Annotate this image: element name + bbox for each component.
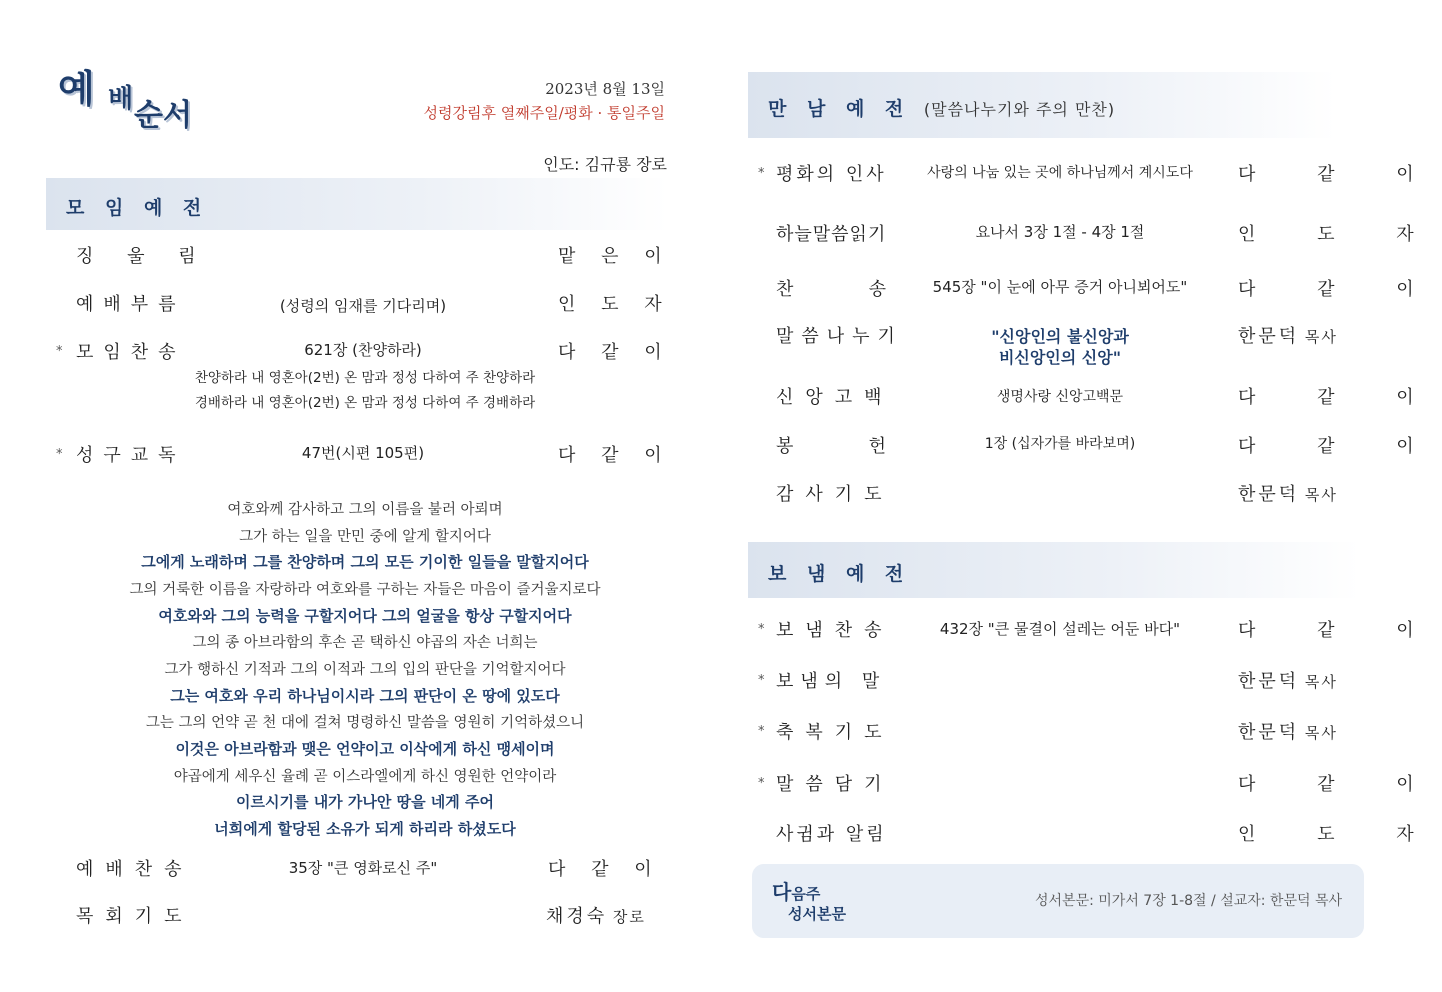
- gathering-hymn-label: 모임찬송: [76, 342, 186, 363]
- gathering-hymn-responsible: 다 같 이: [558, 342, 672, 363]
- standing-mark: *: [56, 447, 63, 462]
- worship-hymn-detail: 35장 "큰 영화로신 주": [288, 859, 438, 877]
- order-of-worship-logo: 예 배 순서: [58, 66, 192, 133]
- bible-reading-responsible: 인 도 자: [1238, 224, 1442, 245]
- worship-hymn-responsible: 다 같 이: [548, 859, 662, 880]
- sending-title: 보 냄 예 전: [768, 563, 911, 585]
- sending-section-header: [748, 542, 1360, 598]
- pastoral-prayer-label: 목회기도: [76, 906, 194, 927]
- meeting-title: 만 남 예 전: [768, 98, 911, 120]
- sermon-label: 말씀나누기: [776, 326, 903, 347]
- peace-greeting-responsible: 다 같 이: [1238, 164, 1442, 185]
- announcements-responsible: 인 도 자: [1238, 824, 1442, 845]
- service-leader: 인도: 김규룡 장로: [543, 155, 667, 174]
- sending-words-label: 보냄의 말: [776, 671, 887, 692]
- scripture-line-2: 그가 하는 일을 만민 중에 알게 할지어다: [239, 529, 491, 545]
- next-week-scripture-box: [752, 864, 1364, 938]
- benediction-label: 축복기도: [776, 722, 894, 743]
- sermon-preacher: [1238, 322, 1338, 348]
- benediction-name: 한문덕: [1238, 722, 1300, 743]
- praise-hymn-detail: 545장 "이 눈에 아무 증거 아니뵈어도": [932, 278, 1188, 296]
- pastoral-prayer-name: 채경숙: [546, 906, 608, 927]
- keeping-word-label: 말씀담기: [776, 774, 894, 795]
- benediction-responsible: [1238, 718, 1338, 744]
- scripture-line-10: 이것은 아브라함과 맺은 언약이고 이삭에게 하신 맹세이며: [175, 740, 555, 758]
- benediction-title: 목사: [1304, 724, 1338, 742]
- standing-mark: *: [758, 673, 765, 688]
- announcements-label: 사귐과 알림: [776, 824, 887, 845]
- gathering-hymn-line1: 찬양하라 내 영혼아(2번) 온 맘과 정성 다하여 주 찬양하라: [194, 370, 536, 386]
- offering-detail: 1장 (십자가를 바라보며): [984, 436, 1136, 452]
- bell-responsible: 맡 은 이: [558, 246, 672, 267]
- responsive-reading-detail: 47번(시편 105편): [301, 444, 425, 462]
- sermon-title-line2: 비신앙인의 신앙": [998, 348, 1122, 367]
- keeping-word-responsible: 다 같 이: [1238, 774, 1442, 795]
- gathering-hymn-number: 621장 (찬양하라): [304, 341, 422, 359]
- peace-greeting-detail: 사랑의 나눔 있는 곳에 하나님께서 계시도다: [927, 165, 1193, 181]
- gathering-title: 모 임 예 전: [66, 197, 209, 219]
- sending-hymn-detail: 432장 "큰 물결이 설레는 어둔 바다": [939, 620, 1181, 638]
- sending-hymn-label: 보냄찬송: [776, 620, 894, 641]
- next-week-scripture-text: 성서본문: 미가서 7장 1-8절 / 설교자: 한문덕 목사: [1035, 893, 1342, 909]
- praise-hymn-label: 찬 송: [776, 279, 886, 300]
- scripture-line-13: 너희에게 할당된 소유가 되게 하리라 하셨도다: [214, 820, 516, 838]
- scripture-line-5: 여호와와 그의 능력을 구할지어다 그의 얼굴을 항상 구할지어다: [158, 607, 572, 625]
- scripture-line-6: 그의 종 아브라함의 후손 곧 택하신 야곱의 자손 너희는: [192, 635, 538, 651]
- bible-reading-label: 하늘말씀읽기: [776, 224, 887, 245]
- sermon-preacher-title: 목사: [1304, 328, 1338, 346]
- call-to-worship-detail: (성령의 임재를 기다리며): [279, 297, 447, 315]
- standing-mark: *: [758, 724, 765, 739]
- call-to-worship-label: 예배부름: [76, 294, 186, 315]
- sermon-preacher-name: 한문덕: [1238, 326, 1300, 347]
- meeting-section-header: [748, 72, 1336, 138]
- pastoral-prayer-responsible: [546, 902, 646, 928]
- scripture-line-11: 야곱에게 세우신 율례 곧 이스라엘에게 하신 영원한 언약이라: [173, 769, 557, 785]
- sending-words-name: 한문덕: [1238, 671, 1300, 692]
- standing-mark: *: [758, 776, 765, 791]
- call-to-worship-responsible: 인 도 자: [558, 294, 672, 315]
- thanksgiving-prayer-responsible: [1238, 480, 1338, 506]
- bible-reading-detail: 요나서 3장 1절 - 4장 1절: [975, 223, 1145, 241]
- scripture-line-12: 이르시기를 내가 가나안 땅을 네게 주어: [236, 793, 494, 811]
- scripture-line-4: 그의 거룩한 이름을 자랑하라 여호와를 구하는 자들은 마음이 즐거울지로다: [129, 582, 601, 598]
- scripture-line-3: 그에게 노래하며 그를 찬양하며 그의 모든 기이한 일들을 말할지어다: [141, 553, 589, 571]
- pastoral-prayer-title: 장로: [612, 908, 646, 926]
- sending-words-title: 목사: [1304, 673, 1338, 691]
- creed-responsible: 다 같 이: [1238, 387, 1442, 408]
- thanksgiving-prayer-label: 감사기도: [776, 484, 894, 505]
- peace-greeting-label: 평화의 인사: [776, 164, 887, 185]
- thanksgiving-prayer-name: 한문덕: [1238, 484, 1300, 505]
- scripture-line-1: 여호와께 감사하고 그의 이름을 불러 아뢰며: [227, 502, 503, 518]
- sermon-title-line1: "신앙인의 불신앙과: [991, 327, 1129, 346]
- bell-label: 징 울 림: [76, 246, 210, 267]
- responsive-reading-label: 성구교독: [76, 445, 186, 466]
- gathering-hymn-line2: 경배하라 내 영혼아(2번) 온 맘과 정성 다하여 주 경배하라: [194, 395, 536, 411]
- standing-mark: *: [56, 344, 63, 359]
- next-week-logo: 다음주 성서본문: [772, 880, 846, 923]
- sending-hymn-responsible: 다 같 이: [1238, 620, 1442, 641]
- offering-responsible: 다 같 이: [1238, 436, 1442, 457]
- service-theme: 성령강림후 열째주일/평화 · 통일주일: [423, 104, 665, 122]
- creed-detail: 생명사랑 신앙고백문: [996, 389, 1124, 405]
- sending-words-responsible: [1238, 667, 1338, 693]
- offering-label: 봉 헌: [776, 436, 886, 457]
- creed-label: 신앙고백: [776, 387, 894, 408]
- meeting-title-wrap: [768, 94, 1115, 121]
- scripture-line-9: 그는 그의 언약 곧 천 대에 걸쳐 명령하신 말씀을 영원히 기억하셨으니: [145, 715, 585, 731]
- praise-hymn-responsible: 다 같 이: [1238, 279, 1442, 300]
- gathering-section-header: [46, 178, 668, 230]
- worship-hymn-label: 예배찬송: [76, 859, 194, 880]
- responsive-reading-responsible: 다 같 이: [558, 445, 672, 466]
- scripture-line-8: 그는 여호와 우리 하나님이시라 그의 판단이 온 땅에 있도다: [170, 687, 560, 705]
- standing-mark: *: [758, 166, 765, 181]
- service-date: 2023년 8월 13일: [545, 80, 665, 98]
- scripture-line-7: 그가 행하신 기적과 그의 이적과 그의 입의 판단을 기억할지어다: [164, 662, 566, 678]
- standing-mark: *: [758, 622, 765, 637]
- meeting-subtitle: (말씀나누기와 주의 만찬): [923, 100, 1116, 119]
- thanksgiving-prayer-title: 목사: [1304, 486, 1338, 504]
